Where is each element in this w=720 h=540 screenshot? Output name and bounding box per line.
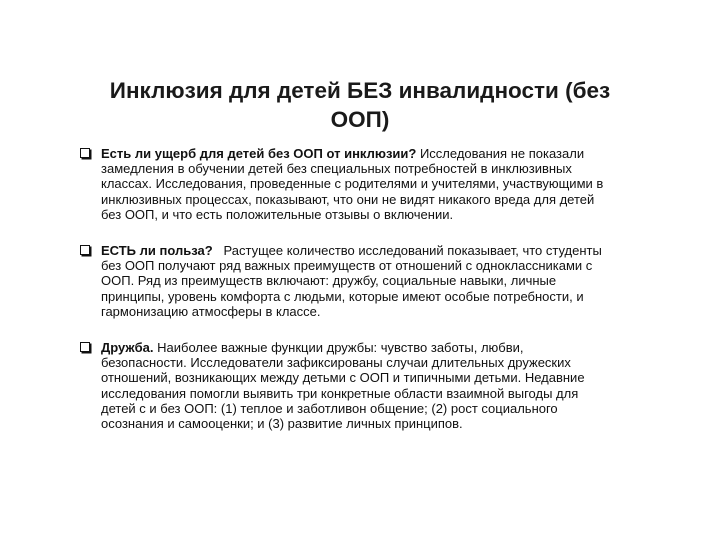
bullet-text: Растущее количество исследований показывает, что студенты без ООП получают ряд важных преимуществ от отношений с одноклассниками с ООП. Ряд из преимуществ включают: дружбу, социальные навыки, личные принципы, уровень комфорта с людьми, которые имеют особые потребности, и гармонизацию атмосферы в классе. [101, 243, 606, 319]
bullet-text: Исследования не показали замедления в обучении детей без специальных потребностей в инклюзивных классах. Исследования, проведенные с родителями и учителями, участвующими в инклюзивных процессах, показывают, что они не видят никакого вреда для детей без ООП, и что есть положительные отзывы о включении. [101, 146, 604, 222]
hollow-square-bullet-icon [80, 245, 90, 255]
bullet-list [74, 146, 606, 452]
bullet-lead: Есть ли ущерб для детей без ООП от инклюзии? [101, 146, 417, 161]
slide-title [60, 76, 660, 134]
hollow-square-bullet-icon [80, 148, 90, 158]
bullet-item-friendship [74, 340, 606, 431]
slide-title-line-1: Инклюзия для детей БЕЗ инвалидности (без [109, 78, 611, 103]
bullet-text: Наиболее важные функции дружбы: чувство заботы, любви, безопасности. Исследователи зафиксированы случаи длительных дружеских отношений, возникающих между детьми с ООП и типичными детьми. Недавние исследования помогли выявить три конкретные области взаимной выгоды для детей с и без ООП: (1) теплое и заботливон общение; (2) рост социального осознания и самооценки; и (3) развитие личных принципов. [101, 340, 585, 432]
bullet-item-benefit [74, 243, 606, 319]
bullet-lead: ЕСТЬ ли польза? [101, 243, 213, 259]
slide-title-line-2: ООП) [330, 107, 390, 132]
bullet-lead: Дружба. [101, 340, 154, 356]
hollow-square-bullet-icon [80, 342, 90, 352]
bullet-item-harm [74, 146, 606, 222]
